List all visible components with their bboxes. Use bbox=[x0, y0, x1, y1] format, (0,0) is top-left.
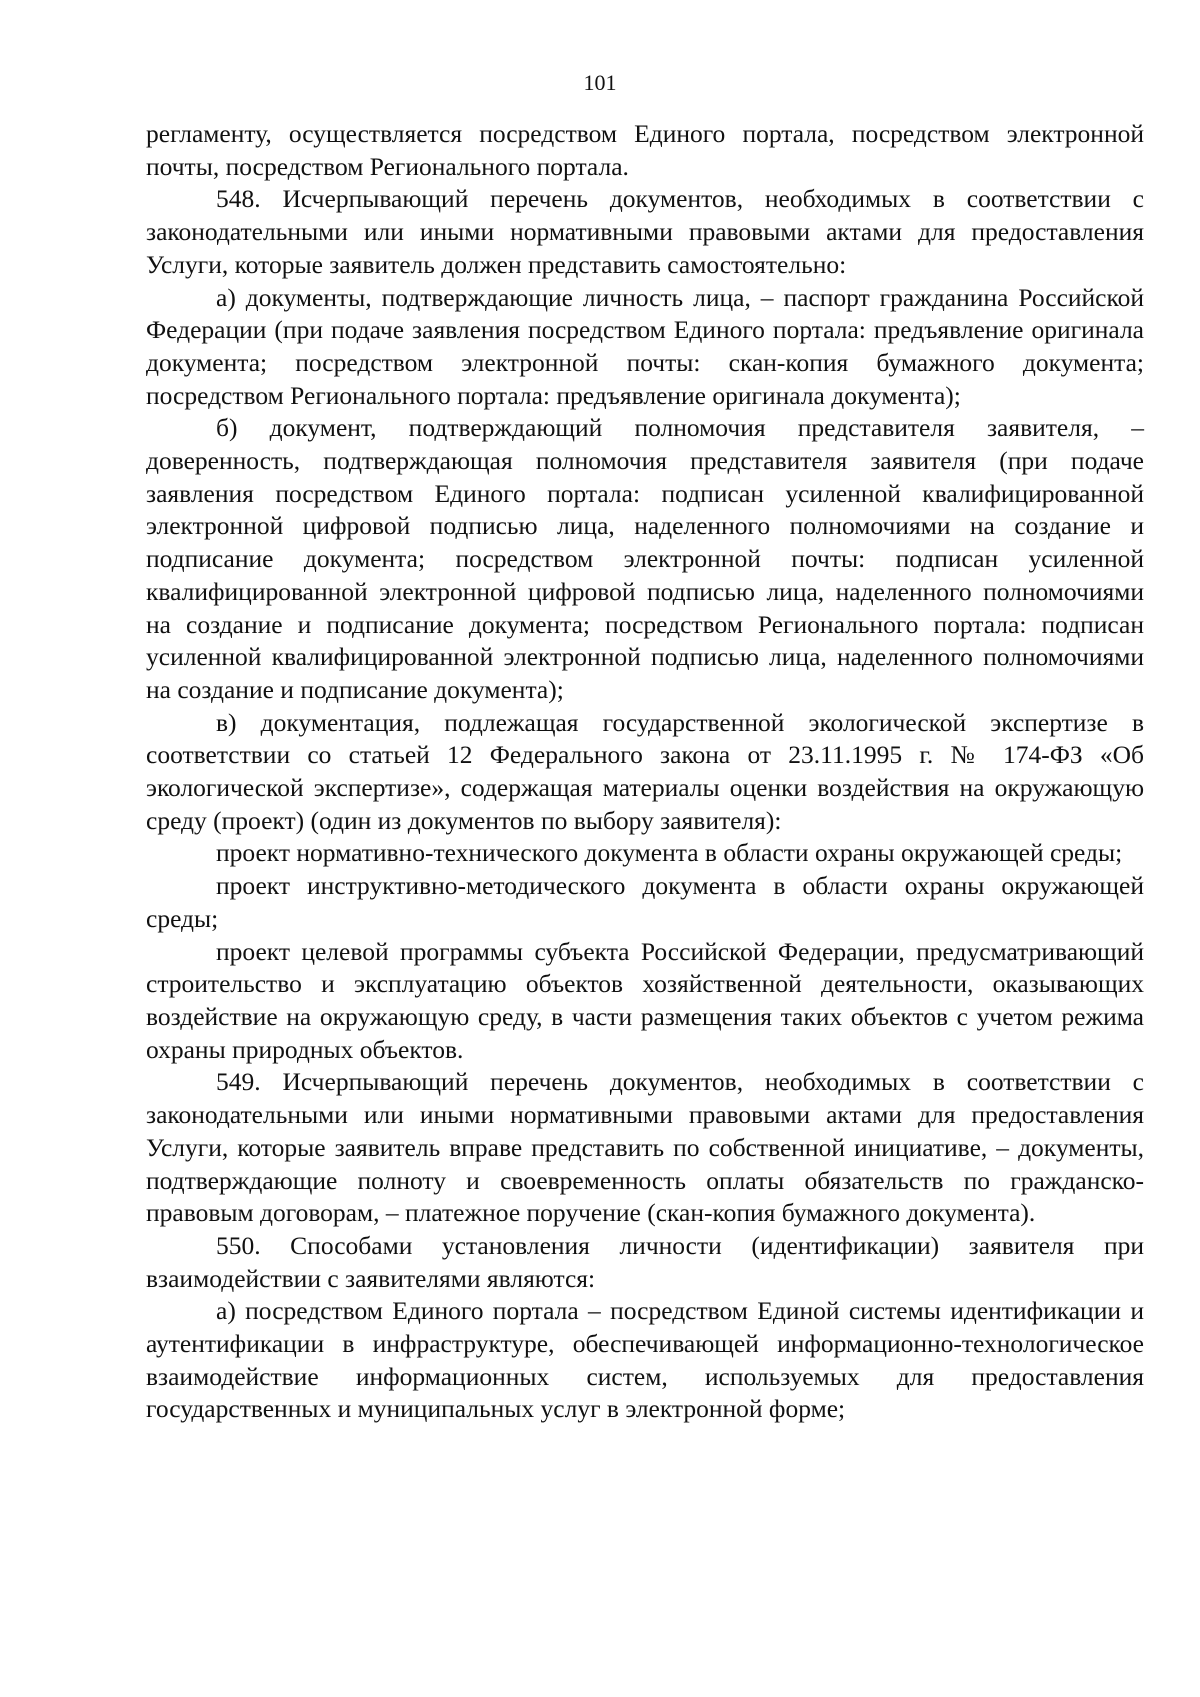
paragraph-550-a: а) посредством Единого портала – посредством Единой системы идентификации и аутентификации в инфраструктуре, обеспечивающей информационно-технологическое взаимодействие информационных систем, используемых для предоставления государственных и муниципальных услуг в электронной форме; bbox=[146, 1296, 1144, 1424]
paragraph-548-v-item-1: проект нормативно-технического документа в области охраны окружающей среды; bbox=[216, 838, 1123, 868]
paragraph-548-v-item-3: проект целевой программы субъекта Российской Федерации, предусматривающий строительство и эксплуатацию объектов хозяйственной деятельности, оказывающих воздействие на окружающую среду, в части размещения таких объектов с учетом режима охраны природных объектов. bbox=[146, 936, 1144, 1064]
page-number: 101 bbox=[583, 70, 617, 95]
paragraph-548-b: б) документ, подтверждающий полномочия представителя заявителя, – доверенность, подтверждающая полномочия представителя заявителя (при подаче заявления посредством Единого портала: подписан усиленной квалифицированной электронной цифровой подписью лица, наделенного полномочиями на создание и подписание документа; посредством электронной почты: подписан усиленной квалифицированной электронной цифровой подписью лица, наделенного полномочиями на создание и подписание документа; посредством Регионального портала: подписан усиленной квалифицированной электронной подписью лица, наделенного полномочиями на создание и подписание документа); bbox=[146, 413, 1144, 704]
paragraph-549: 549. Исчерпывающий перечень документов, необходимых в соответствии с законодательными или иными нормативными правовыми актами для предоставления Услуги, которые заявитель вправе представить по собственной инициативе, – документы, подтверждающие полноту и своевременность оплаты обязательств по гражданско-правовым договорам, – платежное поручение (скан-копия бумажного документа). bbox=[146, 1067, 1144, 1228]
paragraph-548-v-item-2: проект инструктивно-методического документа в области охраны окружающей среды; bbox=[146, 871, 1144, 933]
paragraph-548: 548. Исчерпывающий перечень документов, необходимых в соответствии с законодательными или иными нормативными правовыми актами для предоставления Услуги, которые заявитель должен представить самостоятельно: bbox=[146, 184, 1144, 279]
paragraph-548-a: а) документы, подтверждающие личность лица, – паспорт гражданина Российской Федерации (при подаче заявления посредством Единого портала: предъявление оригинала документа; посредством электронной почты: скан-копия бумажного документа; посредством Регионального портала: предъявление оригинала документа); bbox=[146, 282, 1144, 410]
document-body bbox=[146, 118, 1144, 1426]
paragraph-continuation: регламенту, осуществляется посредством Единого портала, посредством электронной почты, посредством Регионального портала. bbox=[146, 119, 1144, 181]
paragraph-548-v: в) документация, подлежащая государственной экологической экспертизе в соответствии со статьей 12 Федерального закона от 23.11.1995 г. № 174-ФЗ «Об экологической экспертизе», содержащая материалы оценки воздействия на окружающую среду (проект) (один из документов по выбору заявителя): bbox=[146, 707, 1144, 835]
paragraph-550: 550. Способами установления личности (идентификации) заявителя при взаимодействии с заявителями являются: bbox=[146, 1230, 1144, 1293]
